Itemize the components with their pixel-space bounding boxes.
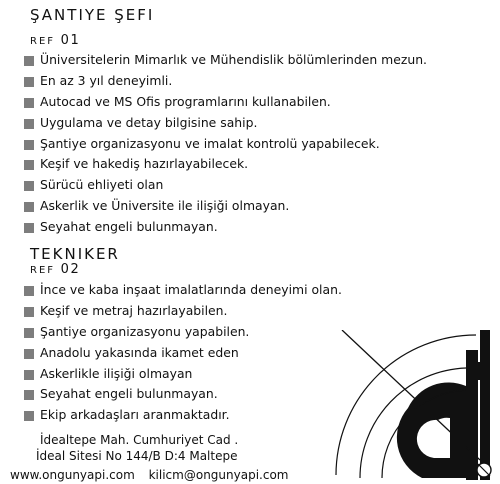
bullet-square-icon — [24, 411, 34, 421]
section-1-ref-number: 01 — [60, 33, 81, 48]
section-2-ref — [30, 262, 80, 277]
email-text: kilicm@ongunyapi.com — [148, 468, 289, 482]
list-item-text: Uygulama ve detay bilgisine sahip. — [40, 114, 258, 130]
bullet-square-icon — [24, 202, 34, 212]
list-item — [24, 280, 342, 301]
address-line-2: İdeal Sitesi No 144/B D:4 Maltepe — [36, 449, 238, 463]
list-item-text: Üniversitelerin Mimarlık ve Mühendislik bölümlerinden mezun. — [40, 52, 427, 67]
section-1-ref — [30, 33, 80, 48]
section-1-title: ŞANTIYE ŞEFI — [30, 6, 155, 24]
logo-top-block — [470, 362, 490, 380]
list-item — [24, 364, 342, 385]
list-item — [24, 175, 427, 196]
list-item — [24, 134, 427, 155]
section-2-ref-number: 02 — [60, 262, 81, 277]
list-item — [24, 384, 342, 405]
list-item-text: İnce ve kaba inşaat imalatlarında deneyimi olan. — [40, 282, 342, 297]
bullet-square-icon — [24, 160, 34, 170]
logo-d-shape — [397, 382, 466, 478]
list-item — [24, 50, 427, 71]
bullet-square-icon — [24, 328, 34, 338]
bullet-square-icon — [24, 98, 34, 108]
list-item-text: Keşif ve metraj hazırlayabilen. — [40, 302, 228, 318]
bullet-square-icon — [24, 119, 34, 129]
section-1-list — [24, 50, 427, 238]
address-line-1: İdealtepe Mah. Cumhuriyet Cad . — [40, 433, 239, 447]
logo-frame-right — [480, 330, 490, 480]
list-item — [24, 71, 427, 92]
ongun-yapi-logo-icon — [330, 330, 498, 484]
section-2-ref-label: REF — [30, 265, 56, 276]
contact-line — [10, 468, 288, 482]
list-item — [24, 322, 342, 343]
list-item-text: Seyahat engeli bulunmayan. — [40, 219, 218, 235]
section-2-list — [24, 280, 342, 426]
list-item-text: Şantiye organizasyonu yapabilen. — [40, 323, 250, 339]
list-item-text: Anadolu yakasında ikamet eden — [40, 344, 239, 360]
bullet-square-icon — [24, 286, 34, 296]
logo-svg — [330, 330, 498, 480]
list-item — [24, 113, 427, 134]
list-item — [24, 301, 342, 322]
list-item-text: Seyahat engeli bulunmayan. — [40, 386, 218, 402]
bullet-square-icon — [24, 56, 34, 66]
list-item — [24, 154, 427, 175]
list-item-text: Şantiye organizasyonu ve imalat kontrolü yapabilecek. — [40, 135, 380, 151]
section-2-title: TEKNIKER — [30, 245, 120, 263]
bullet-square-icon — [24, 140, 34, 150]
list-item — [24, 196, 427, 217]
list-item-text: Askerlikle ilişiği olmayan — [40, 365, 193, 381]
bullet-square-icon — [24, 181, 34, 191]
list-item-text: Sürücü ehliyeti olan — [40, 177, 164, 193]
bullet-square-icon — [24, 307, 34, 317]
bullet-square-icon — [24, 390, 34, 400]
bullet-square-icon — [24, 77, 34, 87]
list-item-text: En az 3 yıl deneyimli. — [40, 72, 173, 88]
section-1-ref-label: REF — [30, 36, 56, 47]
bullet-square-icon — [24, 370, 34, 380]
bullet-square-icon — [24, 223, 34, 233]
website-text: www.ongunyapi.com — [10, 468, 135, 482]
list-item — [24, 405, 342, 426]
list-item-text: Keşif ve hakediş hazırlayabilecek. — [40, 156, 249, 172]
list-item-text: Askerlik ve Üniversite ile ilişiği olmayan. — [40, 198, 290, 214]
bullet-square-icon — [24, 349, 34, 359]
list-item-text: Ekip arkadaşları aranmaktadır. — [40, 407, 230, 423]
list-item — [24, 343, 342, 364]
list-item-text: Autocad ve MS Ofis programlarını kullanabilen. — [40, 93, 331, 109]
list-item — [24, 92, 427, 113]
list-item — [24, 217, 427, 238]
